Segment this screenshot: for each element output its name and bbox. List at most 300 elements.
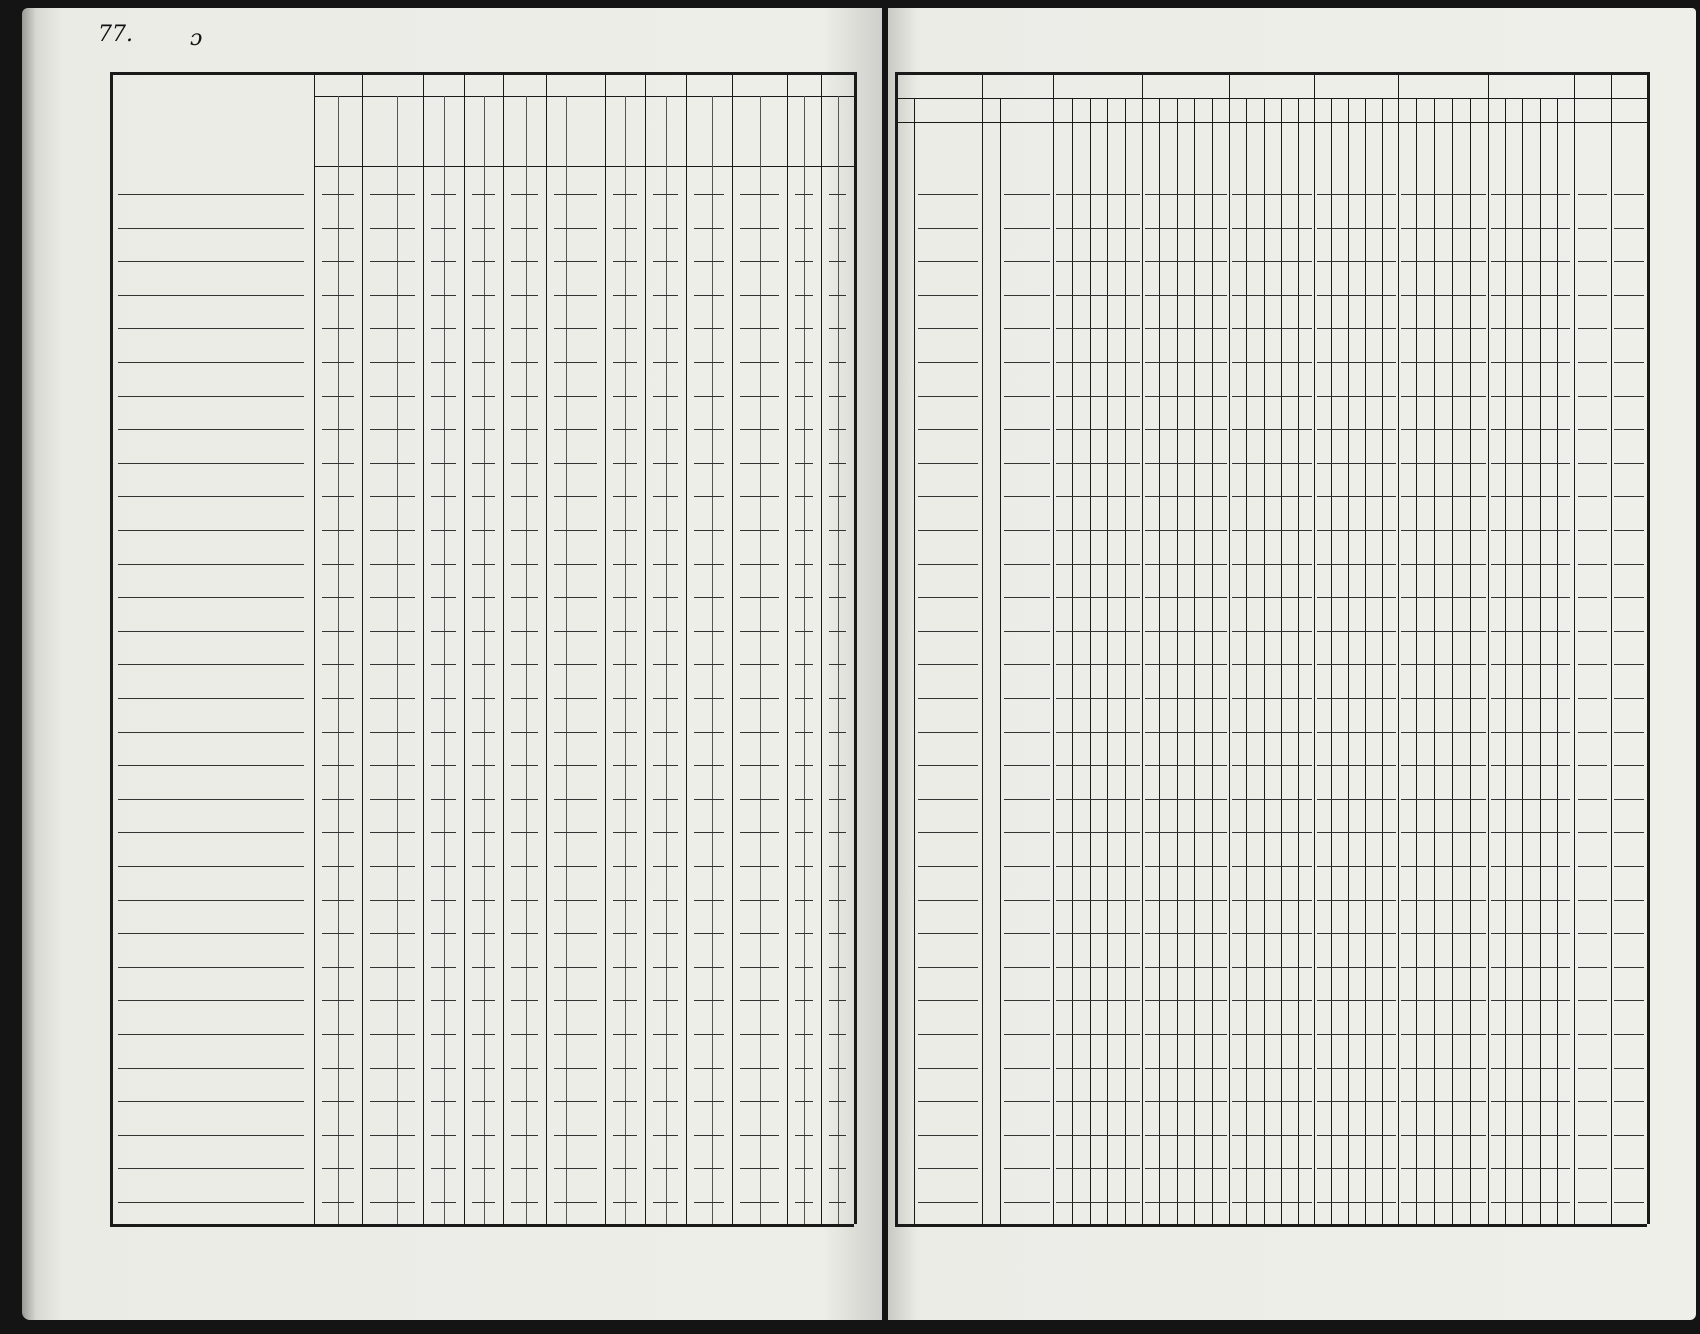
name-underline <box>118 698 304 699</box>
row-dash <box>1614 295 1644 296</box>
row-dash <box>1056 933 1140 934</box>
row-dash <box>1232 967 1312 968</box>
row-dash <box>1004 194 1050 195</box>
row-dash <box>795 832 813 833</box>
row-dash <box>1578 362 1607 363</box>
row-dash <box>472 866 495 867</box>
subcolumn-divider <box>1194 98 1195 1224</box>
row-dash <box>1317 496 1396 497</box>
row-dash <box>918 631 978 632</box>
row-dash <box>472 832 495 833</box>
row-dash <box>370 295 415 296</box>
row-dash <box>1401 295 1486 296</box>
row-dash <box>918 832 978 833</box>
row-dash <box>431 832 456 833</box>
row-dash <box>740 496 779 497</box>
row-dash <box>1232 362 1312 363</box>
row-dash <box>1614 698 1644 699</box>
row-dash <box>431 1068 456 1069</box>
row-dash <box>829 1101 846 1102</box>
row-dash <box>370 799 415 800</box>
subcolumn-divider <box>397 96 398 1224</box>
row-dash <box>1491 194 1570 195</box>
row-dash <box>1491 1068 1570 1069</box>
row-dash <box>554 463 597 464</box>
corner-mark: ɔ <box>190 26 203 51</box>
row-dash <box>1614 631 1644 632</box>
row-dash <box>1232 597 1312 598</box>
row-dash <box>1614 1135 1644 1136</box>
row-dash <box>829 564 846 565</box>
row-dash <box>613 664 637 665</box>
row-dash <box>472 228 495 229</box>
row-dash <box>1145 228 1227 229</box>
name-underline <box>118 732 304 733</box>
row-dash <box>918 463 978 464</box>
row-dash <box>511 1202 538 1203</box>
row-dash <box>322 933 354 934</box>
row-dash <box>829 832 846 833</box>
row-dash <box>1056 732 1140 733</box>
row-dash <box>511 1000 538 1001</box>
row-dash <box>1232 228 1312 229</box>
row-dash <box>370 1135 415 1136</box>
row-dash <box>1145 1000 1227 1001</box>
row-dash <box>1578 463 1607 464</box>
row-dash <box>472 732 495 733</box>
row-dash <box>653 362 678 363</box>
row-dash <box>1401 664 1486 665</box>
row-dash <box>1491 597 1570 598</box>
row-dash <box>554 194 597 195</box>
row-dash <box>1056 261 1140 262</box>
row-dash <box>431 900 456 901</box>
row-dash <box>431 362 456 363</box>
row-dash <box>1614 362 1644 363</box>
row-dash <box>1614 933 1644 934</box>
row-dash <box>322 194 354 195</box>
row-dash <box>653 429 678 430</box>
row-dash <box>511 362 538 363</box>
row-dash <box>829 1000 846 1001</box>
row-dash <box>1004 664 1050 665</box>
row-dash <box>829 328 846 329</box>
row-dash <box>653 631 678 632</box>
row-dash <box>1317 228 1396 229</box>
row-dash <box>472 194 495 195</box>
row-dash <box>653 933 678 934</box>
row-dash <box>370 933 415 934</box>
row-dash <box>511 496 538 497</box>
row-dash <box>918 295 978 296</box>
row-dash <box>322 1000 354 1001</box>
row-dash <box>1056 530 1140 531</box>
subcolumn-divider <box>1072 98 1073 1224</box>
row-dash <box>740 295 779 296</box>
subcolumn-divider <box>338 96 339 1224</box>
row-dash <box>918 866 978 867</box>
row-dash <box>1491 967 1570 968</box>
row-dash <box>740 900 779 901</box>
row-dash <box>694 496 724 497</box>
row-dash <box>431 1000 456 1001</box>
row-dash <box>694 933 724 934</box>
row-dash <box>322 1168 354 1169</box>
row-dash <box>370 1168 415 1169</box>
row-dash <box>740 765 779 766</box>
subcolumn-divider <box>760 96 761 1224</box>
row-dash <box>1056 799 1140 800</box>
row-dash <box>829 295 846 296</box>
row-dash <box>740 1202 779 1203</box>
row-dash <box>1004 1101 1050 1102</box>
row-dash <box>1004 765 1050 766</box>
row-dash <box>653 832 678 833</box>
row-dash <box>1145 832 1227 833</box>
header-rule <box>314 96 854 97</box>
row-dash <box>1614 328 1644 329</box>
row-dash <box>694 698 724 699</box>
row-dash <box>740 597 779 598</box>
row-dash <box>1491 496 1570 497</box>
row-dash <box>653 967 678 968</box>
column-divider <box>1142 72 1143 1224</box>
column-divider <box>732 72 733 1224</box>
row-dash <box>613 933 637 934</box>
row-dash <box>918 328 978 329</box>
row-dash <box>1491 362 1570 363</box>
row-dash <box>1232 664 1312 665</box>
row-dash <box>1232 1000 1312 1001</box>
row-dash <box>511 799 538 800</box>
row-dash <box>795 732 813 733</box>
row-dash <box>431 933 456 934</box>
row-dash <box>1056 396 1140 397</box>
row-dash <box>694 866 724 867</box>
row-dash <box>1232 396 1312 397</box>
row-dash <box>1317 564 1396 565</box>
row-dash <box>1614 1000 1644 1001</box>
row-dash <box>554 799 597 800</box>
row-dash <box>1578 496 1607 497</box>
row-dash <box>1232 866 1312 867</box>
row-dash <box>918 664 978 665</box>
row-dash <box>1401 261 1486 262</box>
row-dash <box>511 194 538 195</box>
row-dash <box>370 194 415 195</box>
column-divider <box>686 72 687 1224</box>
row-dash <box>1004 698 1050 699</box>
row-dash <box>740 362 779 363</box>
row-dash <box>1232 1068 1312 1069</box>
row-dash <box>472 900 495 901</box>
row-dash <box>322 1101 354 1102</box>
row-dash <box>322 295 354 296</box>
row-dash <box>511 261 538 262</box>
row-dash <box>431 631 456 632</box>
row-dash <box>1317 1068 1396 1069</box>
row-dash <box>1401 362 1486 363</box>
row-dash <box>1491 1168 1570 1169</box>
row-dash <box>740 194 779 195</box>
column-divider <box>1314 72 1315 1224</box>
row-dash <box>472 967 495 968</box>
row-dash <box>829 967 846 968</box>
row-dash <box>795 1135 813 1136</box>
row-dash <box>554 900 597 901</box>
row-dash <box>694 1135 724 1136</box>
row-dash <box>322 362 354 363</box>
row-dash <box>554 1068 597 1069</box>
subcolumn-divider <box>1522 98 1523 1224</box>
row-dash <box>1401 933 1486 934</box>
row-dash <box>322 765 354 766</box>
row-dash <box>694 900 724 901</box>
row-dash <box>795 328 813 329</box>
row-dash <box>918 1135 978 1136</box>
row-dash <box>740 1000 779 1001</box>
row-dash <box>653 530 678 531</box>
row-dash <box>1578 261 1607 262</box>
row-dash <box>1056 631 1140 632</box>
table-border-top <box>895 72 1647 75</box>
row-dash <box>1056 362 1140 363</box>
row-dash <box>795 1034 813 1035</box>
row-dash <box>1056 1168 1140 1169</box>
row-dash <box>694 463 724 464</box>
row-dash <box>1491 261 1570 262</box>
row-dash <box>1614 1034 1644 1035</box>
row-dash <box>511 967 538 968</box>
row-dash <box>1232 1101 1312 1102</box>
row-dash <box>511 328 538 329</box>
row-dash <box>472 328 495 329</box>
row-dash <box>613 530 637 531</box>
row-dash <box>1145 900 1227 901</box>
row-dash <box>472 765 495 766</box>
column-divider <box>1229 72 1230 1224</box>
column-divider <box>464 72 465 1224</box>
row-dash <box>795 631 813 632</box>
row-dash <box>1232 1168 1312 1169</box>
name-underline <box>118 496 304 497</box>
row-dash <box>740 732 779 733</box>
row-dash <box>1578 1068 1607 1069</box>
table-border-right <box>854 72 857 1224</box>
row-dash <box>322 496 354 497</box>
row-dash <box>740 967 779 968</box>
row-dash <box>1614 664 1644 665</box>
subcolumn-divider <box>484 96 485 1224</box>
row-dash <box>1145 1034 1227 1035</box>
row-dash <box>554 261 597 262</box>
row-dash <box>1056 1068 1140 1069</box>
row-dash <box>1491 530 1570 531</box>
column-divider <box>1053 72 1054 1224</box>
row-dash <box>829 1135 846 1136</box>
row-dash <box>829 597 846 598</box>
row-dash <box>1491 900 1570 901</box>
row-dash <box>1056 900 1140 901</box>
row-dash <box>613 1168 637 1169</box>
row-dash <box>613 732 637 733</box>
subcolumn-divider <box>1264 98 1265 1224</box>
row-dash <box>918 597 978 598</box>
row-dash <box>1317 933 1396 934</box>
name-underline <box>118 429 304 430</box>
row-dash <box>653 900 678 901</box>
row-dash <box>1614 261 1644 262</box>
row-dash <box>554 1101 597 1102</box>
column-divider <box>362 72 363 1224</box>
row-dash <box>472 429 495 430</box>
row-dash <box>1578 1034 1607 1035</box>
row-dash <box>653 698 678 699</box>
row-dash <box>472 530 495 531</box>
row-dash <box>1232 429 1312 430</box>
row-dash <box>472 597 495 598</box>
row-dash <box>1004 1034 1050 1035</box>
row-dash <box>370 1034 415 1035</box>
row-dash <box>431 799 456 800</box>
row-dash <box>829 866 846 867</box>
row-dash <box>795 194 813 195</box>
row-dash <box>1004 1000 1050 1001</box>
row-dash <box>1614 530 1644 531</box>
row-dash <box>653 1202 678 1203</box>
row-dash <box>653 732 678 733</box>
row-dash <box>1614 496 1644 497</box>
row-dash <box>694 1000 724 1001</box>
row-dash <box>1145 463 1227 464</box>
row-dash <box>322 1202 354 1203</box>
row-dash <box>472 1000 495 1001</box>
row-dash <box>1145 1101 1227 1102</box>
column-divider <box>982 72 983 1224</box>
row-dash <box>554 295 597 296</box>
row-dash <box>1578 228 1607 229</box>
row-dash <box>554 1135 597 1136</box>
row-dash <box>795 396 813 397</box>
row-dash <box>740 463 779 464</box>
subcolumn-divider <box>1348 98 1349 1224</box>
row-dash <box>1614 900 1644 901</box>
row-dash <box>1578 1168 1607 1169</box>
row-dash <box>472 1168 495 1169</box>
row-dash <box>1317 1034 1396 1035</box>
row-dash <box>613 597 637 598</box>
subcolumn-divider <box>1434 98 1435 1224</box>
row-dash <box>653 194 678 195</box>
row-dash <box>613 194 637 195</box>
name-underline <box>118 1068 304 1069</box>
column-divider <box>821 72 822 1224</box>
row-dash <box>829 194 846 195</box>
row-dash <box>829 1034 846 1035</box>
row-dash <box>1401 1034 1486 1035</box>
row-dash <box>511 1101 538 1102</box>
row-dash <box>613 328 637 329</box>
row-dash <box>1004 362 1050 363</box>
row-dash <box>1004 228 1050 229</box>
row-dash <box>653 328 678 329</box>
row-dash <box>740 328 779 329</box>
row-dash <box>613 631 637 632</box>
row-dash <box>511 1168 538 1169</box>
row-dash <box>1004 429 1050 430</box>
row-dash <box>1614 1068 1644 1069</box>
row-dash <box>1056 228 1140 229</box>
column-divider <box>546 72 547 1224</box>
row-dash <box>431 866 456 867</box>
row-dash <box>1317 1101 1396 1102</box>
row-dash <box>370 496 415 497</box>
row-dash <box>431 564 456 565</box>
row-dash <box>1491 328 1570 329</box>
row-dash <box>694 664 724 665</box>
row-dash <box>511 463 538 464</box>
row-dash <box>554 362 597 363</box>
row-dash <box>1317 1135 1396 1136</box>
page-number: 77. <box>98 22 133 47</box>
row-dash <box>1145 1135 1227 1136</box>
row-dash <box>918 228 978 229</box>
subcolumn-divider <box>1416 98 1417 1224</box>
row-dash <box>694 967 724 968</box>
row-dash <box>1232 631 1312 632</box>
row-dash <box>554 597 597 598</box>
row-dash <box>472 799 495 800</box>
row-dash <box>1004 463 1050 464</box>
row-dash <box>1232 261 1312 262</box>
row-dash <box>1614 194 1644 195</box>
row-dash <box>795 530 813 531</box>
row-dash <box>795 1202 813 1203</box>
row-dash <box>472 1202 495 1203</box>
row-dash <box>1145 1202 1227 1203</box>
name-underline <box>118 1101 304 1102</box>
row-dash <box>1232 698 1312 699</box>
name-underline <box>118 1034 304 1035</box>
row-dash <box>1004 832 1050 833</box>
row-dash <box>918 698 978 699</box>
row-dash <box>554 228 597 229</box>
row-dash <box>1491 295 1570 296</box>
row-dash <box>511 664 538 665</box>
table-border-bottom <box>895 1224 1647 1227</box>
name-underline <box>118 1202 304 1203</box>
row-dash <box>511 1034 538 1035</box>
row-dash <box>1401 765 1486 766</box>
name-underline <box>118 530 304 531</box>
row-dash <box>511 396 538 397</box>
row-dash <box>1491 866 1570 867</box>
row-dash <box>1056 1202 1140 1203</box>
row-dash <box>1614 1202 1644 1203</box>
subcolumn-divider <box>566 96 567 1224</box>
row-dash <box>795 1000 813 1001</box>
row-dash <box>472 564 495 565</box>
row-dash <box>554 698 597 699</box>
row-dash <box>511 1135 538 1136</box>
row-dash <box>1614 967 1644 968</box>
row-dash <box>1232 732 1312 733</box>
row-dash <box>829 463 846 464</box>
row-dash <box>431 597 456 598</box>
row-dash <box>322 429 354 430</box>
row-dash <box>1004 1168 1050 1169</box>
row-dash <box>511 564 538 565</box>
